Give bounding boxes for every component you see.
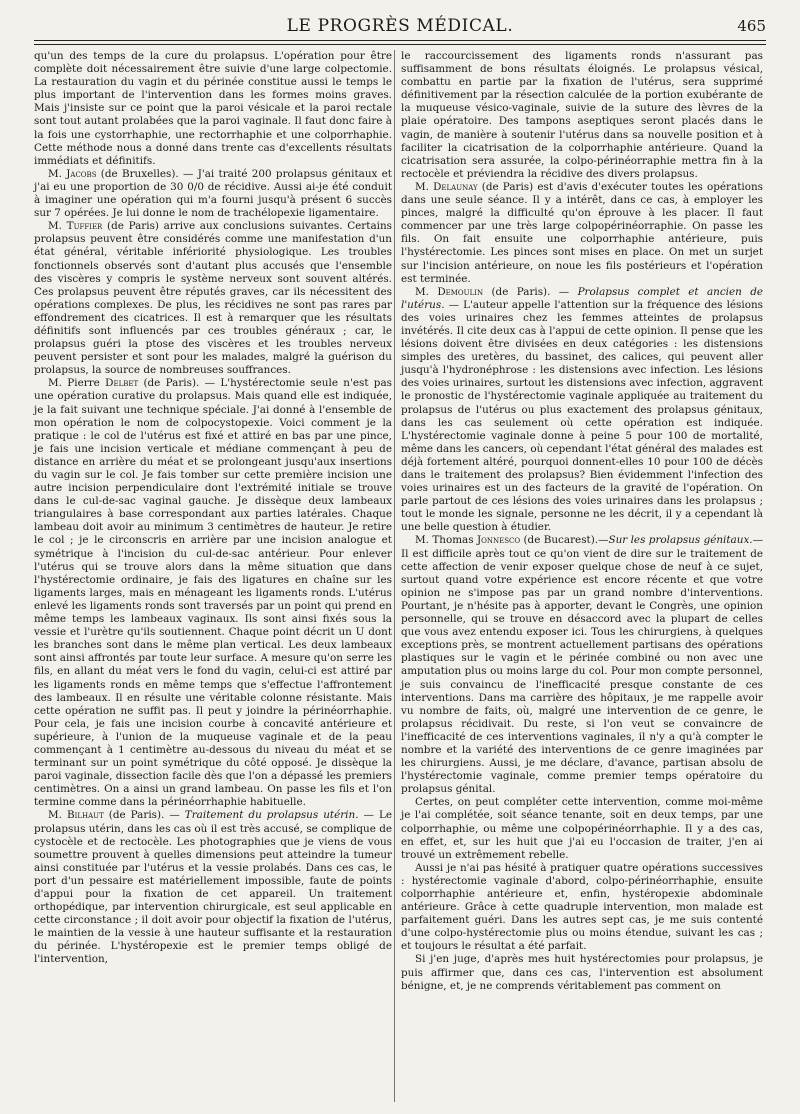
speaker-name: Delbet: [105, 377, 139, 390]
paragraph-body: (de Bruxelles). — J'ai traité 200 prolapsus génitaux et j'ai eu une proportion de 30 0/0 de récidive. Aussi ai-je été conduit à imaginer une opération qui m'a fourni jusqu'à présent 6 succès sur 7 opérées. Je lui donne le nom de trachélopexie ligamentaire.: [34, 167, 392, 220]
page-header: [34, 14, 766, 38]
paragraph-body: (de Paris). — L'hystérectomie seule n'est pas une opération curative du prolapsus. Mais quand elle est indiquée, je la fait suivant une technique spéciale. J'ai donné à l'ensemble de mon opération le nom de colpocystopexie. Voici comment je la pratique : le col de l'utérus est fixé et attiré en bas par une pince, je fais une incision verticale et médiane commençant à peu de distance en arrière du méat et se prolongeant jusqu'aux insertions du vagin sur le col. Je fais tomber sur cette première incision une autre incision perpendiculaire dont l'extrémité initiale se trouve dans le cul-de-sac vaginal gauche. Je dissèque deux lambeaux triangulaires à base correspondant aux parties latérales. Chaque lambeau doit avoir au minimum 3 centimètres de hauteur. Je retire le col ; je le circonscris en arrière par une incision analogue et symétrique à l'incision du cul-de-sac antérieur. Pour enlever l'utérus qui se trouve alors dans la même situation que dans l'hystérectomie ordinaire, je fais des ligatures en chaîne sur les ligaments larges, mais en ménageant les ligaments ronds. L'utérus enlevé les ligaments ronds sont traversés par un point qui prend en même temps les lambeaux vaginaux. Ils sont ainsi fixés sous la vessie et l'urètre qu'ils soutiennent. Chaque point décrit un U dont les branches sont dans le même plan vertical. Les deux lambeaux sont ainsi affrontés par toute leur surface. A mesure qu'on serre les fils, en allant du méat vers le fond du vagin, celui-ci est attiré par les ligaments ronds en même temps que s'effectue l'affrontement des lambeaux. Il en résulte une véritable colonne résistante. Mais cette opération ne suffit pas. Il peut y joindre la périnéorrhaphie. Pour cela, je fais une incision courbe à concavité antérieure et supérieure, à l'union de la muqueuse vaginale et de la peau commençant à 1 centimètre au-dessous du niveau du méat et se terminant sur un point symétrique du côté opposé. Je dissèque la paroi vaginale, dissection facile dès que l'on a dépassé les premiers centimètres. On a ainsi un grand lambeau. On passe les fils et l'on termine comme dans la périnéorrhaphie habituelle.: [34, 377, 392, 809]
speaker-prefix: M.: [48, 220, 67, 233]
speaker-affiliation: (de Bucarest).—: [520, 534, 609, 547]
paragraph: qu'un des temps de la cure du prolapsus. L'opération pour être complète doit nécessairement être suivie d'une large colpectomie. La restauration du vagin et du périnée constitue aussi le temps le plus important de l'intervention dans les formes moins graves. Mais j'insiste sur ce point que la paroi vésicale et la paroi rectale sont tout autant prolabées que la paroi vaginale. Il faut donc faire à la fois une cystorrhaphie, une rectorrhaphie et une colporrhaphie. Cette méthode nous a donné dans trente cas d'excellents résultats immédiats et définitifs.: [34, 50, 392, 167]
paragraph-body: —Il est difficile après tout ce qu'on vient de dire sur le traitement de cette affection de venir exposer quelque chose de neuf à ce sujet, surtout quand votre expérience est encore récente et que votre opinion ne s'impose pas par un grand nombre d'interventions. Pourtant, je n'hésite pas à apporter, devant le Congrès, une opinion personnelle, qui se trouve en désaccord avec la plupart de celles que vous avez entendu exposer ici. Tous les chirurgiens, à quelques exceptions près, se montrent actuellement partisans des opérations plastiques sur le vagin et le périnée combiné ou non avec une amputation plus ou moins large du col. Pour mon compte personnel, je suis convaincu de l'inefficacité presque constante de ces interventions. Dans ma carrière des hôpitaux, je me rappelle avoir vu nombre de faits, où, malgré une intervention de ce genre, le prolapsus récidivait. Du reste, si l'on veut se convaincre de l'inefficacité de ces interventions vaginales, il n'y a qu'à compter le nombre et la variété des interventions de ce genre imaginées par les chirurgiens. Aussi, je me déclare, d'avance, partisan absolu de l'hystérectomie vaginale, comme premier temps opératoire du prolapsus génital.: [401, 534, 763, 796]
paragraph-body: (de Paris) est d'avis d'exécuter toutes les opérations dans une seule séance. Il y a intérêt, dans ce cas, à employer les pinces, malgré la difficulté qu'on éprouve à les placer. Il faut commencer par une très large colpopérinéorraphie. On passe les fils. On fait ensuite une colporrhaphie antérieure, puis l'hystérectomie. Les pinces sont mises en place. On met un surjet sur l'incision antérieure, on noue les fils postérieurs et l'opération est terminée.: [401, 180, 764, 285]
header-rule-bottom: [34, 44, 766, 45]
speaker-name: Jacobs: [66, 167, 97, 180]
paragraph: Aussi je n'ai pas hésité à pratiquer quatre opérations successives : hystérectomie vaginale d'abord, colpo-périnéorrhaphie, ensuite colporrhaphie antérieure et, enfin, hystéropexie abdominale antérieure. Grâce à cette quadruple intervention, mon malade est parfaitement guéri. Dans les autres sept cas, je me suis contenté d'une colpo-hystérectomie plus ou moins étendue, suivant les cas ; et toujours le résultat a été parfait.: [401, 861, 763, 953]
page-number: 465: [737, 17, 766, 35]
paragraph-body: — L'auteur appelle l'attention sur la fréquence des lésions des voies urinaires chez les femmes atteintes de prolapsus invétérés. Il cite deux cas à l'appui de cette opinion. Il pense que les lésions doivent être divisées en deux catégories : les distensions simples des uretères, du bassinet, des calices, qui peuvent aller jusqu'à l'hydronéphrose : les distensions avec infection. Les lésions des voies urinaires, surtout les distensions avec infection, aggravent le pronostic de l'hystérectomie vaginale appliquée au traitement du prolapsus de l'utérus ou plus exactement des prolapsus génitaux, dans les cas seulement où cette opération est indiquée. L'hystérectomie vaginale donne à peine 5 pour 100 de mortalité, même dans les cancers, où cependant l'état général des malades est déjà fortement altéré, pourquoi donnent-elles 10 pour 100 de décès dans le traitement des prolapsus? Bien évidemment l'infection des voies urinaires est un des facteurs de la gravité de l'opération. On parle partout de ces lésions des voies urinaires dans les prolapsus ; tout le monde les signale, personne ne les décrit, il y a cependant là une belle question à étudier.: [401, 298, 763, 534]
speaker-prefix: M.: [48, 167, 67, 180]
speaker-affiliation: (de Paris). —: [483, 285, 578, 298]
right-column: [401, 50, 763, 993]
paragraph: [34, 168, 392, 220]
speaker-prefix: M.: [415, 285, 438, 298]
header-rule-top: [34, 40, 766, 41]
journal-title: LE PROGRÈS MÉDICAL.: [286, 16, 514, 36]
paragraph: [401, 181, 763, 286]
communication-title: Prolapsus complet et ancien de l'utérus.: [401, 285, 764, 311]
speaker-name: Demoulin: [437, 285, 484, 298]
left-column: [34, 50, 392, 967]
speaker-name: Tuffier: [66, 220, 103, 233]
paragraph: le raccourcissement des ligaments ronds n'assurant pas suffisamment de bons résultats éloignés. Le prolapsus vésical, combattu en partie par la fixation de l'utérus, sera supprimé définitivement par la résection calculée de la portion exubérante de la muqueuse vésico-vaginale, suivie de la suture des lèvres de la plaie opératoire. Des tampons aseptiques seront placés dans le vagin, de manière à soutenir l'utérus dans sa nouvelle position et à faciliter la cicatrisation de la colporrhaphie antérieure. Quand la cicatrisation sera assurée, la colpo-périnéorraphie mettra fin à la rectocèle et préviendra la récidive des divers prolapsus.: [401, 50, 763, 180]
paragraph: Si j'en juge, d'après mes huit hystérectomies pour prolapsus, je puis affirmer que, dans ces cas, l'intervention est absolument bénigne, et, je ne comprends véritablement pas comment on: [401, 953, 763, 992]
paragraph: [401, 534, 763, 796]
column-divider: [394, 50, 395, 1102]
paragraph: [34, 809, 392, 966]
paragraph: [34, 377, 392, 809]
speaker-prefix: M.: [415, 180, 434, 193]
speaker-name: Jonnesco: [476, 534, 521, 547]
communication-title: Sur les prolapsus génitaux.: [608, 534, 753, 547]
speaker-prefix: M. Thomas: [415, 534, 477, 547]
speaker-affiliation: (de Paris). —: [103, 809, 185, 822]
communication-title: Traitement du prolapsus utérin.: [184, 809, 359, 822]
speaker-name: Delaunay: [433, 180, 478, 193]
speaker-name: Bilhaut: [66, 809, 104, 822]
paragraph-body: — Le prolapsus utérin, dans les cas où il est très accusé, se complique de cystocèle et de rectocèle. Les photographies que je viens de vous soumettre prouvent à quelles dimensions peut atteindre la tumeur ainsi constituée par l'utérus et la vessie prolabés. Dans ces cas, le port d'un pessaire est matériellement impossible, faute de points d'appui pour la fixation de cet appareil. Un traitement orthopédique, par intervention chirurgicale, est seul applicable en cette circonstance ; il doit avoir pour objectif la fixation de l'utérus, le maintien de la vessie à une hauteur suffisante et la restauration du périnée. L'hystéropexie est le premier temps obligé de l'intervention,: [34, 809, 392, 966]
paragraph: Certes, on peut compléter cette intervention, comme moi-même je l'ai complétée, soit séance tenante, soit en deux temps, par une colporrhaphie, ou même une colpopérinéorrhaphie. Il y a des cas, en effet, et, sur les huit que j'ai eu l'occasion de traiter, j'en ai trouvé un extrêmement rebelle.: [401, 796, 763, 861]
paragraph: [34, 220, 392, 377]
paragraph: [401, 286, 763, 535]
paragraph-body: (de Paris) arrive aux conclusions suivantes. Certains prolapsus peuvent être considérés comme une manifestation d'un état général, véritable infériorité physiologique. Les troubles fonctionnels observés sont d'autant plus accusés que l'ensemble des viscères y compris le système nerveux sont souvent altérés. Ces prolapsus peuvent être réputés graves, car ils nécessitent des opérations complexes. De plus, les récidives ne sont pas rares par effondrement des cicatrices. Il est à remarquer que les résultats définitifs sont influencés par ces troubles généraux ; car, le prolapsus guéri la ptose des viscères et les troubles nerveux peuvent persister et sont pour les malades, malgré la guérison du prolapsus, la source de nombreuses souffrances.: [34, 220, 392, 377]
speaker-prefix: M. Pierre: [48, 377, 106, 390]
speaker-prefix: M.: [48, 809, 67, 822]
